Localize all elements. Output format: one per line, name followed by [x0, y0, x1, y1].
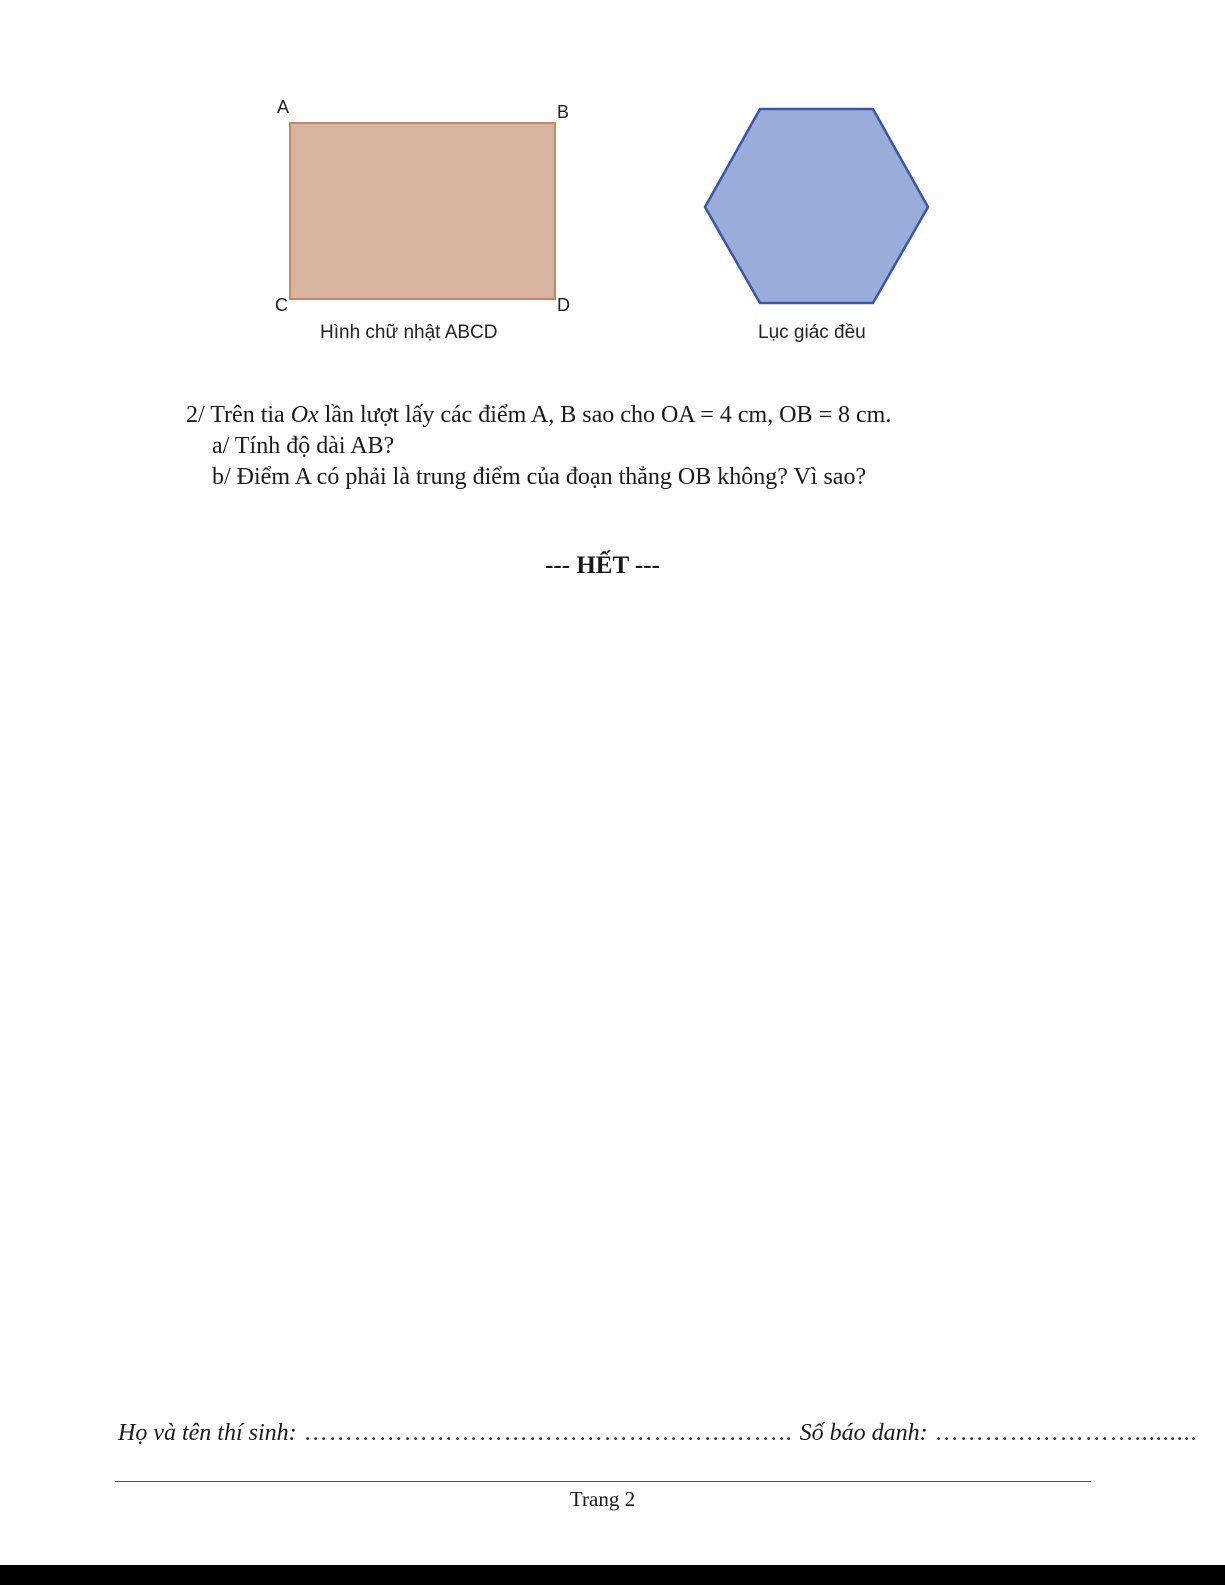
vertex-b-label: B — [557, 102, 570, 122]
problem-conditions-text: lần lượt lấy các điểm A, B sao cho OA = 4 cm, OB = 8 cm. — [318, 402, 892, 428]
vertex-c-label: C — [275, 295, 288, 315]
problem-2 — [186, 400, 1086, 493]
hexagon-figure — [690, 95, 950, 360]
hexagon-svg — [690, 95, 950, 315]
footer-divider — [115, 1481, 1091, 1482]
rectangle-figure — [260, 90, 580, 360]
candidate-name-label: Họ và tên thí sinh: — [118, 1420, 297, 1446]
vertex-a-label: A — [277, 97, 290, 117]
vertex-d-label: D — [557, 295, 570, 315]
problem-part-b: b/ Điểm A có phải là trung điểm của đoạn thẳng OB không? Vì sao? — [212, 464, 867, 490]
hexagon-caption: Lục giác đều — [758, 322, 866, 343]
rectangle-caption: Hình chữ nhật ABCD — [320, 322, 498, 343]
page-number: Trang 2 — [569, 1487, 636, 1511]
candidate-name-blank: ………………………………………………….. — [296, 1420, 800, 1446]
rectangle-shape — [290, 123, 555, 299]
problem-part-a: a/ Tính độ dài AB? — [212, 433, 395, 459]
bottom-edge-bar — [0, 1565, 1225, 1585]
ray-name: Ox — [290, 402, 319, 428]
problem-intro-text: 2/ Trên tia — [186, 402, 291, 428]
end-mark: --- HẾT --- — [545, 552, 660, 579]
rectangle-svg — [260, 90, 580, 320]
problem-statement — [186, 400, 1086, 431]
hexagon-shape — [705, 109, 928, 303]
candidate-info-line — [118, 1420, 1198, 1447]
candidate-id-label: Số báo danh: — [799, 1420, 928, 1446]
candidate-id-blank: ……………………......... — [927, 1420, 1198, 1446]
